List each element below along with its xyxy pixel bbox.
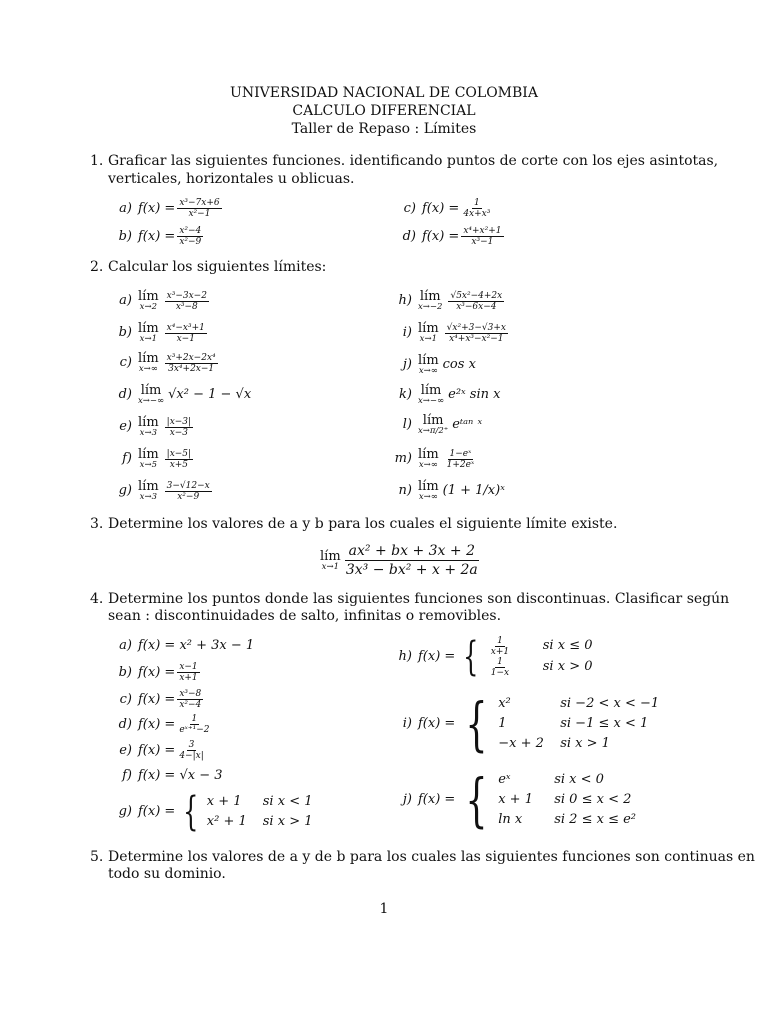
piecewise-function: h) f(x) = { $\frac{1}{x+1}$ si x ≤ 0 $\frac{1}{1-x}$ si x > 0 xyxy=(398,634,593,680)
problem-text: Calcular los siguientes límites: xyxy=(108,259,327,275)
problem-number: 1. xyxy=(90,153,104,169)
course-title: CALCULO DIFERENCIAL xyxy=(292,103,476,119)
subtitle: Taller de Repaso : Límites xyxy=(291,121,477,137)
function-item: a) f(x) = x² + 3x − 1 xyxy=(119,638,255,653)
limit-item: j) lím x→∞ cos x xyxy=(402,353,476,376)
problem-text: Determine los puntos donde las siguientes funciones son discontinuas. Clasificar según xyxy=(108,591,730,607)
limit-item: h) lím x→−2 $\frac{\text{√5x²−4+2x}}{\text{x³−6x−4}}$ xyxy=(398,289,503,312)
limit-item: g) lím x→3 $\frac{3-√12-x}{\text{x²−9}}$ xyxy=(118,479,210,502)
problem-number: 5. xyxy=(90,849,104,865)
piecewise-function: j) f(x) = { eˣ si x < 0 x + 1 si 0 ≤ x < 2 ln x si 2 ≤ x ≤ e² xyxy=(402,766,637,834)
piecewise-function: g) f(x) = { x + 1 si x < 1 x² + 1 si x > 1 xyxy=(118,789,313,835)
function-item: d) f(x) = $\frac{\text{x⁴+x²+1}}{\text{x³−1}}$ xyxy=(402,226,502,247)
limit-item: m) lím x→∞ $\frac{\text{1−eˣ}}{\text{1+2eˣ}}$ xyxy=(394,447,475,470)
university-title: UNIVERSIDAD NACIONAL DE COLOMBIA xyxy=(230,85,538,101)
problem-text: sean : discontinuidades de salto, infinitas o removibles. xyxy=(108,608,502,624)
limit-item: b) lím x→1 $\frac{\text{x⁴−x³+1}}{x-1}$ xyxy=(118,321,205,344)
limit-item: i) lím x→1 $\frac{\text{√x²+3−√3+x}}{\text{x⁴+x³−x²−1}}$ xyxy=(402,321,506,344)
problem-text: Determine los valores de a y de b para los cuales las siguientes funciones son continuas en xyxy=(108,849,755,865)
function-item: e) f(x) = $\frac{3}{4-|x|}$ xyxy=(119,740,204,761)
limit-item: a) lím x→2 $\frac{\text{x³−3x−2}}{\text{x³−8}}$ xyxy=(119,289,207,312)
limit-item: f) lím x→5 $\frac{|x-5|}{x+5}$ xyxy=(122,447,192,470)
problem-text: verticales, horizontales u oblicuas. xyxy=(108,171,355,187)
function-item: a) f(x) = $\frac{\text{x³−7x+6}}{\text{x²−1}}$ xyxy=(119,198,220,219)
limit-expression: lím x→1 ax² + bx + 3x + 2 3x³ − bx² + x + 2a xyxy=(320,543,478,578)
limit-item: l) lím x→π/2⁺ eᵗᵃⁿ ˣ xyxy=(402,413,483,436)
function-item: f) f(x) = √x − 3 xyxy=(122,768,223,783)
function-item: c) f(x) = $\frac{\text{x³−8}}{\text{x²−4}}$ xyxy=(119,689,202,710)
problem-number: 2. xyxy=(90,259,104,275)
limit-item: e) lím x→3 $\frac{|x-3|}{x-3}$ xyxy=(119,415,192,438)
function-item: b) f(x) = $\frac{x-1}{x+1}$ xyxy=(118,662,198,683)
problem-text: Determine los valores de a y b para los cuales el siguiente límite existe. xyxy=(108,516,618,532)
piecewise-function: i) f(x) = { x² si −2 < x < −1 1 si −1 ≤ x < 1 −x + 2 si x > 1 xyxy=(402,690,660,758)
limit-item: n) lím x→∞ (1 + 1/x)ˣ xyxy=(398,479,505,502)
limit-item: k) lím x→−∞ e²ˣ sin x xyxy=(399,383,501,406)
function-item: c) f(x) = $\frac{1}{\text{4x+x³}}$ xyxy=(403,198,491,219)
problem-number: 4. xyxy=(90,591,104,607)
limit-item: c) lím x→∞ $\frac{\text{x³+2x−2x⁴}}{\text{3x⁴+2x−1}}$ xyxy=(119,351,216,374)
limit-item: d) lím x→−∞ √x² − 1 − √x xyxy=(118,383,252,406)
problem-text: todo su dominio. xyxy=(108,866,226,882)
function-item: b) f(x) = $\frac{\text{x²−4}}{\text{x²−9}}$ xyxy=(118,226,202,247)
function-item: d) f(x) = $\frac{1}{\text{eˣ⁺¹−2}}$ xyxy=(118,714,210,735)
problem-text: Graficar las siguientes funciones. identificando puntos de corte con los ejes asintotas, xyxy=(108,153,719,169)
page-number: 1 xyxy=(379,901,389,917)
problem-number: 3. xyxy=(90,516,104,532)
